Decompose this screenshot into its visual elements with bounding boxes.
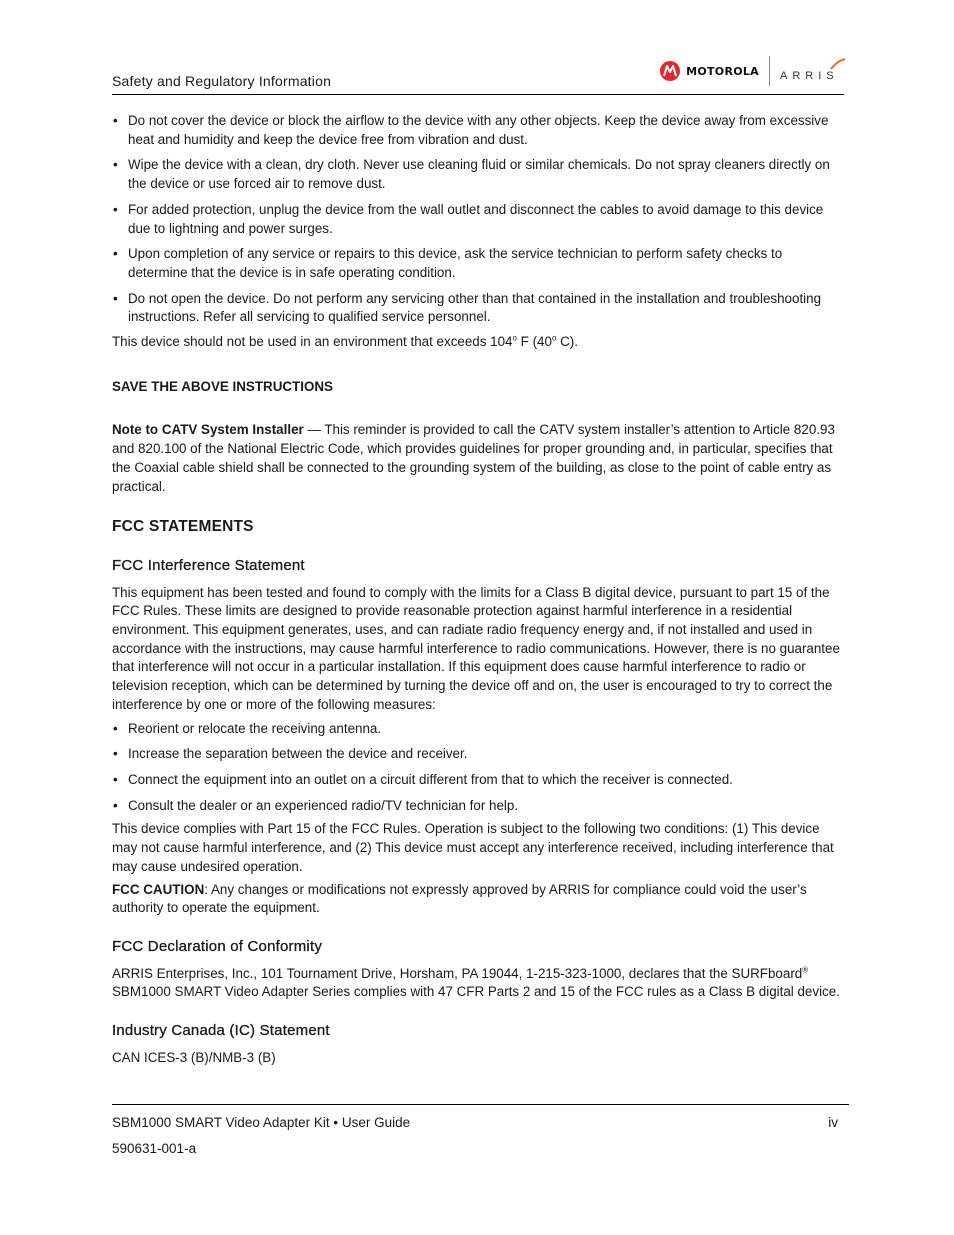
temperature-note: This device should not be used in an environment that exceeds 104$^o$ F (40$^o$ C).	[112, 333, 578, 350]
list-item: • Wipe the device with a clean, dry cloth. Never use cleaning fluid or similar chemicals. Do not spray cleaners directly on the device or use forced air to remove dust.	[112, 156, 842, 193]
fcc-interference-heading: FCC Interference Statement	[112, 556, 305, 574]
ic-statement-heading: Industry Canada (IC) Statement	[112, 1022, 330, 1040]
list-item: • Increase the separation between the device and receiver.	[112, 745, 842, 764]
fcc-caution: FCC CAUTION: Any changes or modifications not expressly approved by ARRIS for compliance could void the user’s authority to operate the equipment.	[112, 881, 807, 916]
part15-compliance: This device complies with Part 15 of the FCC Rules. Operation is subject to the following two conditions: (1) This device may not cause harmful interference, and (2) This device must accept any interference received, including interference that may cause undesired operation.	[112, 821, 834, 874]
page-header	[112, 50, 844, 95]
fcc-interference-body: This equipment has been tested and found to comply with the limits for a Class B digital device, pursuant to part 15 of the FCC Rules. These limits are designed to provide reasonable protection against harmful interference in a residential environment. This equipment generates, uses, and can radiate radio frequency energy and, if not installed and used in accordance with the instructions, may cause harmful interference to radio communications. However, there is no guarantee that interference will not occur in a particular installation. If this equipment does cause harmful interference to radio or television reception, which can be determined by turning the device off and on, the user is encouraged to try to correct the interference by one or more of the following measures:	[112, 584, 840, 712]
header-title: Safety and Regulatory Information	[112, 73, 332, 89]
doc-number: 590631-001-a	[112, 1141, 197, 1156]
interference-measures-list	[112, 720, 842, 816]
save-instructions-heading: SAVE THE ABOVE INSTRUCTIONS	[112, 378, 333, 394]
page-number: iv	[828, 1115, 838, 1130]
catv-installer-note: Note to CATV System Installer — This reminder is provided to call the CATV system installer’s attention to Article 820.93 and 820.100 of the National Electric Code, which provides guidelines for proper grounding and, in particular, specifies that the Coaxial cable shield shall be connected to the grounding system of the building, as close to the point of cable entry as practical.	[112, 422, 835, 494]
conformity-declaration: ARRIS Enterprises, Inc., 101 Tournament Drive, Horsham, PA 19044, 1-215-323-1000, declares that the SURFboard® SBM1000 SMART Video Adapter Series complies with 47 CFR Parts 2 and 15 of the FCC rules as a Class B digital device.	[112, 965, 840, 1000]
list-item: • Do not open the device. Do not perform any servicing other than that contained in the installation and troubleshooting instructions. Refer all servicing to qualified service personnel.	[112, 290, 842, 327]
motorola-wordmark: MOTOROLA	[686, 64, 759, 78]
arris-swoosh-icon	[830, 58, 846, 70]
list-item: • For added protection, unplug the device from the wall outlet and disconnect the cables to avoid damage to this device due to lightning and power surges.	[112, 201, 842, 238]
arris-logo	[780, 56, 844, 86]
list-item: • Reorient or relocate the receiving antenna.	[112, 720, 842, 739]
safety-bullet-list	[112, 112, 842, 327]
fcc-statements-heading: FCC STATEMENTS	[112, 518, 254, 536]
logo-divider	[769, 56, 770, 86]
list-item: • Upon completion of any service or repairs to this device, ask the service technician to perform safety checks to determine that the device is in safe operating condition.	[112, 245, 842, 282]
ic-statement-text: CAN ICES-3 (B)/NMB-3 (B)	[112, 1049, 276, 1065]
brand-logos	[660, 54, 844, 88]
list-item: • Connect the equipment into an outlet on a circuit different from that to which the receiver is connected.	[112, 771, 842, 790]
list-item: • Consult the dealer or an experienced radio/TV technician for help.	[112, 797, 842, 816]
fcc-conformity-heading: FCC Declaration of Conformity	[112, 937, 323, 955]
footer-doc-title: SBM1000 SMART Video Adapter Kit • User Guide	[112, 1115, 411, 1130]
page-footer	[112, 1104, 849, 1156]
list-item: • Do not cover the device or block the airflow to the device with any other objects. Keep the device away from excessive heat and humidity and keep the device free from vibration and dust.	[112, 112, 842, 149]
motorola-logo-icon	[660, 61, 680, 81]
page-body	[112, 112, 842, 1067]
arris-wordmark: ARRIS	[780, 70, 839, 82]
